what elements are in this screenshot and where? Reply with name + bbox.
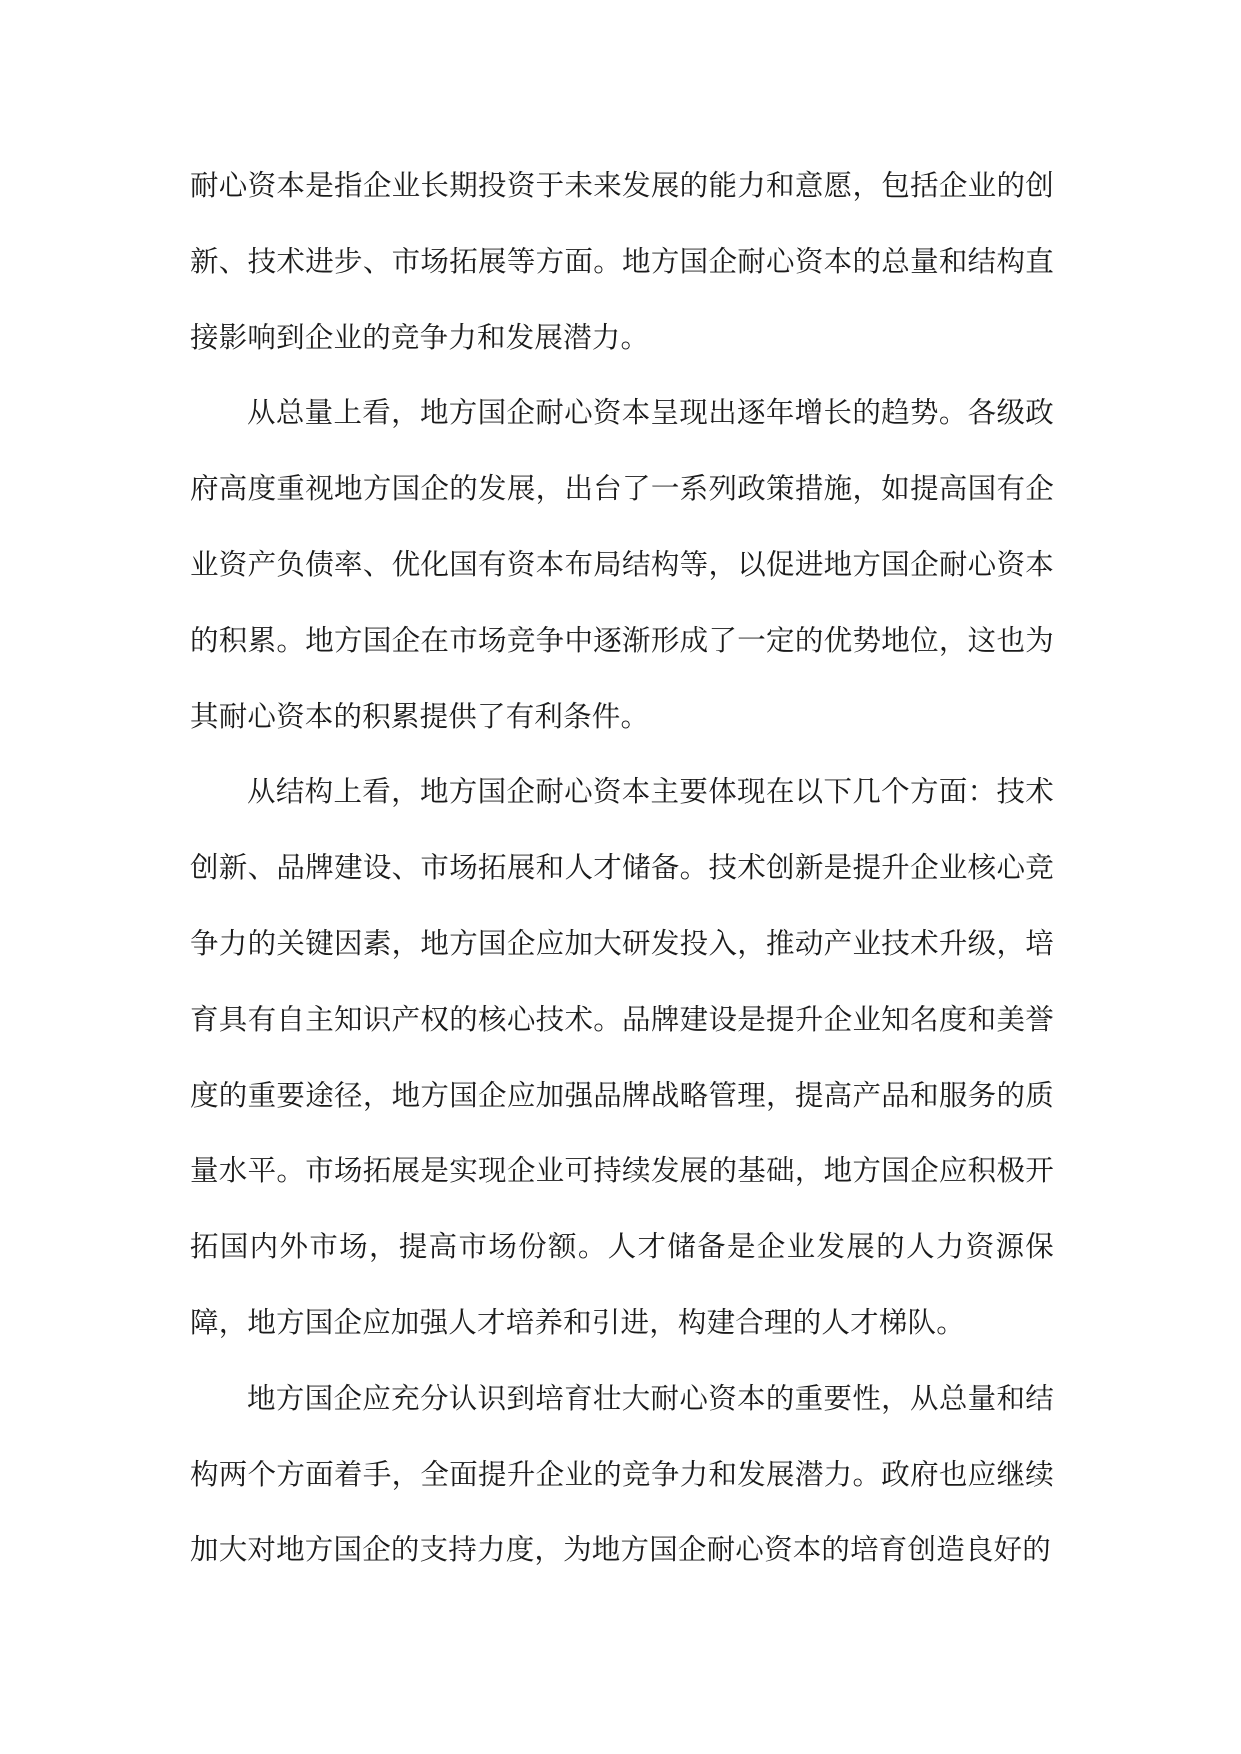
paragraph-4: 地方国企应充分认识到培育壮大耐心资本的重要性，从总量和结构两个方面着手，全面提升企业的竞争力和发展潜力。政府也应继续加大对地方国企的支持力度，为地方国企耐心资本的培育创造良好的 <box>190 1381 1054 1567</box>
body-text <box>190 148 1054 1588</box>
paragraph-1: 耐心资本是指企业长期投资于未来发展的能力和意愿，包括企业的创新、技术进步、市场拓展等方面。地方国企耐心资本的总量和结构直接影响到企业的竞争力和发展潜力。 <box>190 169 1054 354</box>
paragraph-2: 从总量上看，地方国企耐心资本呈现出逐年增长的趋势。各级政府高度重视地方国企的发展，出台了一系列政策措施，如提高国有企业资产负债率、优化国有资本布局结构等，以促进地方国企耐心资本的积累。地方国企在市场竞争中逐渐形成了一定的优势地位，这也为其耐心资本的积累提供了有利条件。 <box>190 396 1054 733</box>
paragraph-3: 从结构上看，地方国企耐心资本主要体现在以下几个方面：技术创新、品牌建设、市场拓展和人才储备。技术创新是提升企业核心竞争力的关键因素，地方国企应加大研发投入，推动产业技术升级，培育具有自主知识产权的核心技术。品牌建设是提升企业知名度和美誉度的重要途径，地方国企应加强品牌战略管理，提高产品和服务的质量水平。市场拓展是实现企业可持续发展的基础，地方国企应积极开拓国内外市场，提高市场份额。人才储备是企业发展的人力资源保障，地方国企应加强人才培养和引进，构建合理的人才梯队。 <box>190 775 1054 1339</box>
